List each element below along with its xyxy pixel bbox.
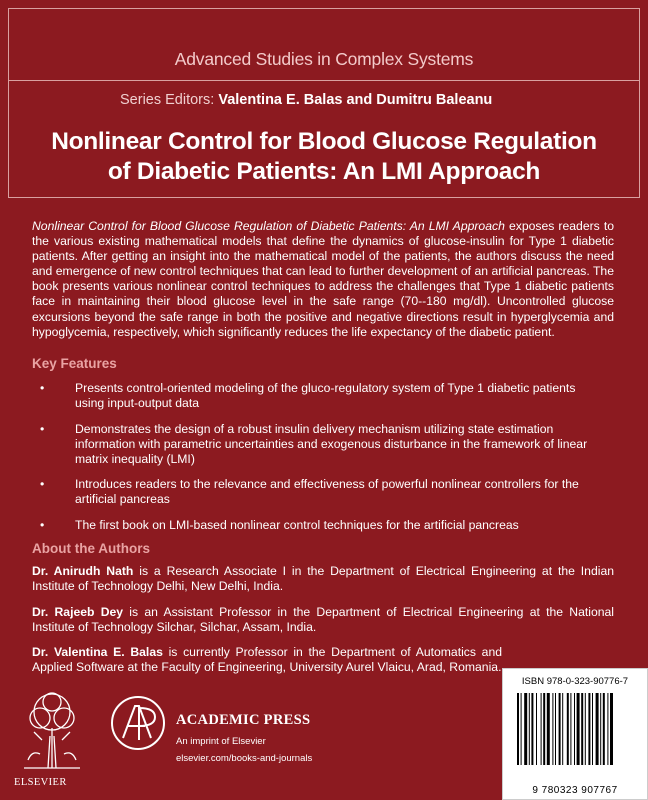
feature-text: Presents control-oriented modeling of the gluco-regulatory system of Type 1 diabetic patients using input-output data: [75, 381, 576, 411]
elsevier-tree-logo: [18, 688, 86, 774]
author-bio: [32, 605, 614, 635]
description-text: exposes readers to the various existing mathematical models that define the dynamics of glucose-insulin for Type 1 diabetic patients. After getting an insight into the mathematical model of the patients, the authors discuss the need and emergence of new control techniques that can lead to further development of an artificial pancreas. The book presents various nonlinear control techniques to address the challenges that Type 1 diabetic patients face in maintaining their blood glucose level in the safe range (70--180 mg/dl). Uncontrolled glucose excursions beyond the safe range in both the positive and negative directions result in hyperglycemia and hypoglycemia, respectively, which significantly reduces the life expectancy of the diabetic patient.: [32, 219, 614, 339]
barcode-number: 9 780323 907767: [532, 785, 618, 796]
series-editors-label: Series Editors:: [120, 92, 215, 108]
barcode-icon: [511, 691, 643, 779]
about-authors-heading: About the Authors: [32, 541, 150, 556]
book-title-line1: Nonlinear Control for Blood Glucose Regulation: [51, 128, 597, 155]
author-bio: [32, 645, 502, 675]
feature-text: Introduces readers to the relevance and effectiveness of powerful nonlinear controllers for the artificial pancreas: [75, 477, 579, 507]
description-italic-title: Nonlinear Control for Blood Glucose Regulation of Diabetic Patients: An LMI Approach: [32, 219, 505, 233]
header-divider: [8, 80, 640, 81]
author-name: Dr. Rajeeb Dey: [32, 605, 124, 619]
book-description: [32, 219, 614, 340]
elsevier-wordmark: ELSEVIER: [14, 777, 67, 788]
bullet-icon: •: [40, 422, 45, 436]
book-title-line2: of Diabetic Patients: An LMI Approach: [107, 158, 541, 185]
isbn-barcode-panel: [502, 668, 648, 800]
author-text: is an Assistant Professor in the Department of Electrical Engineering at the National Institute of Technology Silchar, Silchar, Assam, India.: [32, 605, 614, 635]
publisher-imprint: An imprint of Elsevier: [176, 736, 266, 747]
isbn-label: ISBN 978-0-323-90776-7: [521, 676, 629, 687]
bullet-icon: •: [40, 518, 45, 532]
feature-text: The first book on LMI-based nonlinear control techniques for the artificial pancreas: [75, 518, 519, 532]
series-editors-names: Valentina E. Balas and Dumitru Baleanu: [218, 92, 493, 108]
series-name: Advanced Studies in Complex Systems: [174, 49, 474, 69]
feature-text: Demonstrates the design of a robust insulin delivery mechanism utilizing state estimation information with parametric uncertainties and exogenous disturbance in the framework of linear matrix inequality (LMI): [75, 422, 588, 467]
key-features-heading: Key Features: [32, 356, 117, 371]
publisher-name: ACADEMIC PRESS: [176, 712, 311, 728]
author-bio: [32, 564, 614, 594]
series-editors: [120, 92, 492, 108]
author-text: is a Research Associate I in the Department of Electrical Engineering at the Indian Institute of Technology Delhi, New Delhi, India.: [32, 564, 615, 594]
book-title: [20, 127, 628, 187]
bullet-icon: •: [40, 381, 45, 395]
author-name: Dr. Valentina E. Balas: [32, 645, 163, 659]
author-name: Dr. Anirudh Nath: [32, 564, 134, 578]
publisher-url: elsevier.com/books-and-journals: [176, 753, 313, 764]
author-text: is currently Professor in the Department of Automatics and Applied Software at the Faculty of Engineering, University Aurel Vlaicu, Arad, Romania.: [32, 645, 503, 675]
bullet-icon: •: [40, 477, 45, 491]
academic-press-logo: [109, 694, 167, 752]
